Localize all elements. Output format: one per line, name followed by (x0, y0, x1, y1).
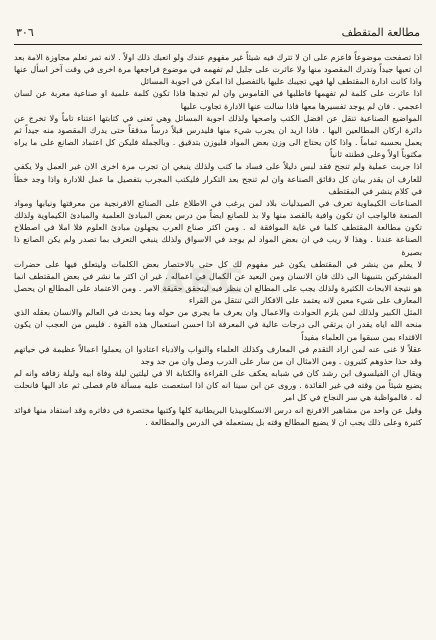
paragraph: اذا جربت عملية ولم تنجح فقد لبس دليلاً على فساد ما كتب ولذلك ينبغي ان تجرب مرة اخرى الان غير العمل ولا يكفي للعارف ان يقدر يبان كل دقائق الصناعة وان لم تنجح بعد التكرار فليكتب المجرب بتفصيل ما عمل للادارة واذا وجد خطأ في كلام ينشر في المقتطف (14, 161, 422, 196)
paragraph: اذا تصفحت موضوعاً فاعزم على ان لا تترك فيه شيئاً غير مفهوم عندك ولو اتعبك ذلك اولاً . لانه تمر تعلم مجاوزة الامة بعد ان تعبها جيداً وتدرك المقصود منها ولا عاثرت على جليل لم تفهمه في موضوع فراجعها مرة اخرى في وقت آخر اسأل عنها واذا كانت ادارة المقتطف لها فهي تجيبك عليها بالتفصيل اذا امكن في اجوبة المسائل (14, 52, 422, 87)
paragraph: اذا عاثرت على كلمة لم تفهمها فاطلبها في القاموس وان لم تجدها فاذا تكون كلمة علمية او صناعية معربة عن لسان اعجمي . فان لم يوجد تفسيرها معها فاذا سالت عنها الادارة تجاوب عليها (14, 88, 422, 111)
page-number: ٣٠٦ (16, 25, 34, 39)
paragraph: المواضيع الصناعية تنقل عن افضل الكتب واصحها ولذلك اجوبة المسائل وهي تعنى في كتابتها اعتناء تاماً ولا تخرج عن دائرة اركان المطالعين اليها . فاذا اريد ان يجرب شيء منها فليدرس قبلاً درساً مدققاً حتى يدرك المقصود منه جيداً ثم يعمل بحسبه تماماً . واذا كان يحتاج الى وزن بعض المواد فليوزن بتدقيق . وبالجملة فليكن كل اعتماد الصانع على ما يراه مكتوباً اولاً وعلى فطنته ثانياً (14, 112, 422, 160)
watermark: ARC (160, 262, 247, 302)
paragraph: المثل الكبير ولذلك لمن يلزم الحوادث والاعمال وان يعرف ما يجري من حوله وما يحدث في العالم والانسان بعقله الذي منحه الله اياه يقدر ان يرتقي الى درجات عالية في المعرفة اذا احسن استعمال هذه القوة . فليس من العجب ان يكون الاقتداء بمن سبقوا من العلماء مفيداً (14, 307, 422, 342)
paragraph: الصناعات الكيماوية تعرف في الصيدليات بلاد لمن يرغب في الاطلاع على الصنائع الافرنجية من معرفتها ونيابها ومواد الصنعة فالواجب ان تكون وافية بالقصد منها ولا بد للصانع ايضاً من درس بعض المبادئ العلمية والمبادئ الكيماوية ولذلك تكون مطالعة المقتطف كلما في غاية الموافقة له . ومن اكثر صناع العرب يجهلون مبادئ العلوم فلا املا في اصطلاح الصناعة عندنا . وهذا لا ريب في ان بعض المواد لم يوجد في الاسواق ولذلك ينبغي التعرف بما تصدر ولم يكن الصانع ذا بصيرة (14, 197, 422, 257)
paragraph: لا يعلم من ينشر في المقتطف يكون غير مفهوم لك كل حتى بالاختصار بعض الكلمات وليتعلق فيها على حضرات المشتركين بتنبيهنا الى ذلك فان الانسان ومن البعيد عن الكمال في اعماله . غير ان اكثر ما نشر في بعض المقتطف انما هو نتيجة الابحاث الكثيرة ولذلك يجب على المطالع ان ينظر فيه ليتحقق حقيقة الامر . ومن الاعتماد على المطالع ان يحصل المعارف على شيء معين لانه يعتمد على الافكار التي تنتقل من القراء (14, 258, 422, 306)
running-title: مطالعة المتقطف (341, 25, 420, 39)
paragraph: وقيل عن واحد من مشاهير الافرنج انه درس الانسكلوبيذيا البريطانية كلها وكتبها مختصرة في دفاتره وقد استفاد منها فوائد كثيرة وعلى ذلك يجب ان لا يضيع المطالع وقته بل يستعمله في الدرس والمطالعة . (14, 404, 422, 427)
paragraph: عقلاً لا غنى عنه لمن اراد التقدم في المعارف وكذلك العلماء والنواب والادباء اعتادوا ان يعملوا اعمالاً عظيمة في حياتهم وقد حذا حذوهم كثيرون . ومن الامثال ان من سار على الدرب وصل وان من جد وجد (14, 343, 422, 366)
page-header (14, 24, 422, 40)
article-body (14, 51, 422, 428)
header-rule (14, 44, 422, 45)
paragraph: ويقال ان الفيلسوف ابن رشد كان في شبابه يعكف على القراءة والكتابة الا في ليلتين ليلة وفاة ابيه وليلة زفافه وانه لم يضيع شيئاً من وقته في غير الفائدة . وروى عن ابن سينا انه كان اذا استعصت عليه مسألة قام فصلى ثم عاد اليها فانحلت له . فالمواظبة هي سر النجاح في كل امر (14, 368, 422, 403)
